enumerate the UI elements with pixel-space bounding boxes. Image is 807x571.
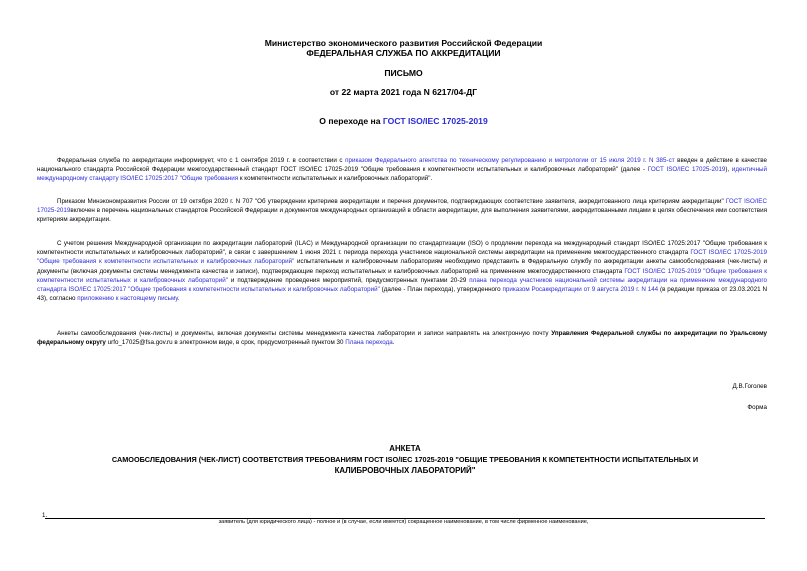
anketa-subtitle-line-1: САМООБСЛЕДОВАНИЯ (ЧЕК-ЛИСТ) СООТВЕТСТВИЯ ТРЕБОВАНИЯМ ГОСТ ISO/IEC 17025-2019 "ОБЩИЕ ТРЕБОВАНИЯ К КОМПЕТЕНТНОСТИ ИСПЫТАТЕЛЬНЫХ И (111, 455, 699, 464)
anketa-title: АНКЕТА (389, 444, 421, 453)
gost-link[interactable]: ГОСТ ISO/IEC 17025-2019 (382, 116, 488, 126)
transition-plan-link[interactable]: плана перехода участников национальной системы аккредитации на применение международного стандарта ISO/IEC 17025:2017 "Общие требования к компетентности испытательных и калибровочных лабораторий" (37, 276, 767, 294)
service-name: ФЕДЕРАЛЬНАЯ СЛУЖБА ПО АККРЕДИТАЦИИ (306, 48, 501, 58)
paragraph-2: Приказом Минэкономразвития России от 19 октября 2020 г. N 707 "Об утверждении критериев аккредитации и перечня документов, подтверждающих соответствие заявителя, аккредитованного лица критериям аккредитации" ГОСТ ISO/IEC 17025-2019включен в перечень национальных стандартов Российской Федерации и документов международных организаций в области аккредитации, для выполнения заявителями, аккредитованными лицами в целях обеспечения ими соответствия критериям аккредитации. (37, 198, 767, 224)
gost-link[interactable]: ГОСТ ISO/IEC 17025-2019 "Общие требования к компетентности испытательных и калибровочных лабораторий" (37, 249, 767, 266)
letter-subject (0, 116, 807, 126)
paragraph-3: С учетом решения Международной организации по аккредитации лабораторий (ILAC) и Международной организации по стандартизации (ISO) о продлении перехода на международный стандарт ISO/IEC 17025:2017 "Общие требования к компетентности испытательных и калибровочных лабораторий", в связи с завершением 1 июня 2021 г. периода перехода участников национальной системы аккредитации на применение межгосударственного стандарта ГОСТ ISO/IEC 17025-2019 "Общие требования к компетентности испытательных и калибровочных лабораторий" испытательным и калибровочным лабораториям необходимо представить в Федеральную службу по аккредитации анкеты самообследования (чек-листы) и документы (включая документы системы менеджмента качества и записи), подтверждающие переход испытательных и калибровочных лабораторий на применение межгосударственного стандарта ГОСТ ISO/IEC 17025-2019 "Общие требования к компетентности испытательных и калибровочных лабораторий" и подтверждение проведения мероприятий, предусмотренных пунктами 20-29 плана перехода участников национальной системы аккредитации на применение международного стандарта ISO/IEC 17025:2017 "Общие требования к компетентности испытательных и калибровочных лабораторий" (далее - План перехода), утвержденного приказом Росаккредитации от 9 августа 2019 г. N 144 (в редакции приказа от 23.03.2021 N 43), согласно приложению к настоящему письму. (37, 240, 767, 303)
order-144-link[interactable]: приказом Росаккредитации от 9 августа 2019 г. N 144 (502, 286, 659, 294)
subject-prefix: О переходе на (319, 116, 383, 126)
ministry-name: Министерство экономического развития Российской Федерации (264, 38, 543, 48)
paragraph-4: Анкеты самообследования (чек-листы) и документы, включая документы системы менеджмента качества лаборатории и записи направлять на электронную почту Управления Федеральной службы по аккредитации по Уральскому федеральному округу urfo_17025@fsa.gov.ru в электронном виде, в срок, предусмотренный пунктом 30 Плана перехода. (37, 330, 767, 347)
gost-link[interactable]: ГОСТ ISO/IEC 17025-2019 (37, 198, 767, 215)
gost-link[interactable]: ГОСТ ISO/IEC 17025-2019 "Общие требования к компетентности испытательных и калибровочных лабораторий" (37, 267, 767, 284)
iso-17025-link[interactable]: идентичный международному стандарту ISO/IEC 17025:2017 "Общие требования (37, 166, 768, 183)
signature: Д.В.Гоголев (732, 383, 767, 390)
order-385-link[interactable]: приказом Федерального агентства по техническому регулированию и метрологии от 15 июля 2019 г. N 385-ст (345, 157, 675, 164)
gost-link[interactable]: ГОСТ ISO/IEC 17025-2019 (647, 166, 726, 174)
form-field-number: 1. (42, 512, 48, 519)
paragraph-1: Федеральная служба по аккредитации информирует, что с 1 сентября 2019 г. в соответствии с приказом Федерального агентства по техническому регулированию и метрологии от 15 июля 2019 г. N 385-ст введен в действие в качестве национального стандарта Российской Федерации межгосударственный стандарт ГОСТ ISO/IEC 17025-2019 "Общие требования к компетентности испытательных и калибровочных лабораторий" (далее - ГОСТ ISO/IEC 17025-2019), идентичный международному стандарту ISO/IEC 17025:2017 "Общие требования к компетентности испытательных и калибровочных лабораторий". (37, 157, 768, 183)
transition-plan-link[interactable]: Плана перехода (345, 339, 393, 347)
form-label: Форма (747, 404, 767, 411)
letter-date: от 22 марта 2021 года N 6217/04-ДГ (329, 87, 478, 97)
document-type: ПИСЬМО (384, 68, 423, 78)
anketa-subtitle-line-2: КАЛИБРОВОЧНЫХ ЛАБОРАТОРИЙ" (334, 466, 476, 475)
form-field-caption: заявитель (для юридического лица) - полное и (в случае, если имеется) сокращенное наименование, в том числе фирменное наименование, (218, 519, 589, 525)
appendix-link[interactable]: приложению к настоящему письму (77, 295, 178, 303)
urfo-office-name: Управления Федеральной службы по аккредитации по Уральскому федеральному округу (37, 330, 767, 347)
